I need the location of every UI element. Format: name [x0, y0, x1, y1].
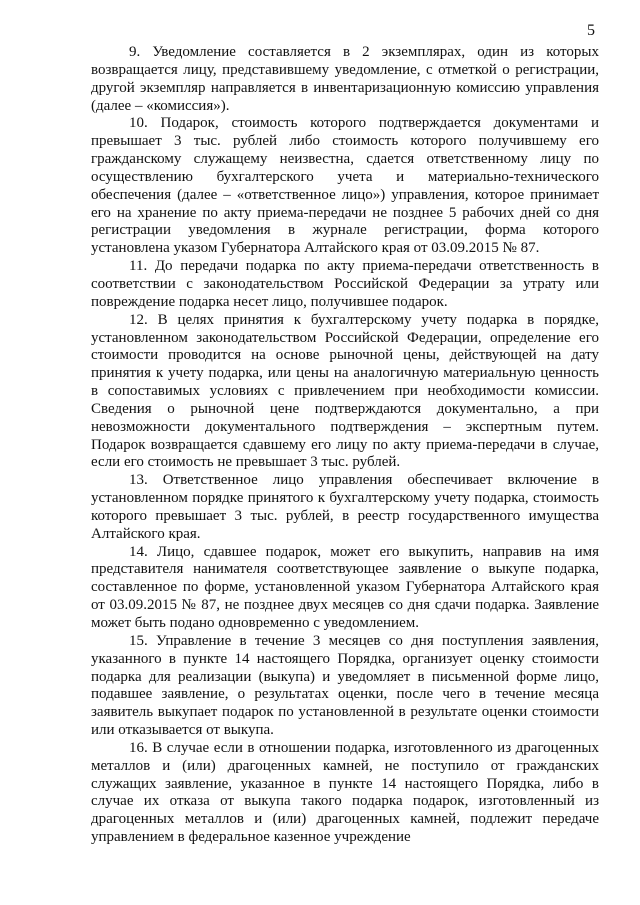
paragraph-9: 9. Уведомление составляется в 2 экземплярах, один из которых возвращается лицу, представившему уведомление, с отметкой о регистрации, другой экземпляр направляется в инвентаризационную комиссию управления (далее – «комиссия»). — [91, 44, 599, 114]
page-number: 5 — [587, 22, 595, 39]
paragraph-12: 12. В целях принятия к бухгалтерскому учету подарка в порядке, установленном законодательством Российской Федерации, определение его стоимости проводится на основе рыночной цены, действующей на дату принятия к учету подарка, или цены на аналогичную материальную ценность в сопоставимых условиях с привлечением при необходимости комиссии. Сведения о рыночной цене подтверждаются документально, а при невозможности документального подтверждения – экспертным путем. Подарок возвращается сдавшему его лицу по акту приема-передачи в случае, если его стоимость не превышает 3 тыс. рублей. — [91, 311, 599, 471]
paragraph-10: 10. Подарок, стоимость которого подтверждается документами и превышает 3 тыс. рублей либо стоимость которого получившему его гражданскому служащему неизвестна, сдается ответственному лицу по осуществлению бухгалтерского учета и материально-технического обеспечения (далее – «ответственное лицо») управления, которое принимает его на хранение по акту приема-передачи не позднее 5 рабочих дней со дня регистрации уведомления в журнале регистрации, форма которого установлена указом Губернатора Алтайского края от 03.09.2015 № 87. — [91, 115, 599, 257]
paragraph-16: 16. В случае если в отношении подарка, изготовленного из драгоценных металлов и (или) драгоценных камней, не поступило от гражданских служащих заявление, указанное в пункте 14 настоящего Порядка, либо в случае их отказа от выкупа такого подарка подарок, изготовленный из драгоценных металлов и (или) драгоценных камней, подлежит передаче управлением в федеральное казенное учреждение — [91, 739, 599, 846]
paragraph-13: 13. Ответственное лицо управления обеспечивает включение в установленном порядке принятого к бухгалтерскому учету подарка, стоимость которого превышает 3 тыс. рублей, в реестр государственного имущества Алтайского края. — [91, 472, 599, 542]
paragraph-11: 11. До передачи подарка по акту приема-передачи ответственность в соответствии с законодательством Российской Федерации за утрату или повреждение подарка несет лицо, получившее подарок. — [91, 258, 599, 310]
paragraph-15: 15. Управление в течение 3 месяцев со дня поступления заявления, указанного в пункте 14 настоящего Порядка, организует оценку стоимости подарка для реализации (выкупа) и уведомляет в письменной форме лицо, подавшее заявление, о результатах оценки, после чего в течение месяца заявитель выкупает подарок по установленной в результате оценки стоимости или отказывается от выкупа. — [91, 632, 599, 739]
document-body — [91, 44, 599, 847]
paragraph-14: 14. Лицо, сдавшее подарок, может его выкупить, направив на имя представителя нанимателя соответствующее заявление о выкупе подарка, составленное по форме, установленной указом Губернатора Алтайского края от 03.09.2015 № 87, не позднее двух месяцев со дня сдачи подарка. Заявление может быть подано одновременно с уведомлением. — [91, 543, 599, 631]
